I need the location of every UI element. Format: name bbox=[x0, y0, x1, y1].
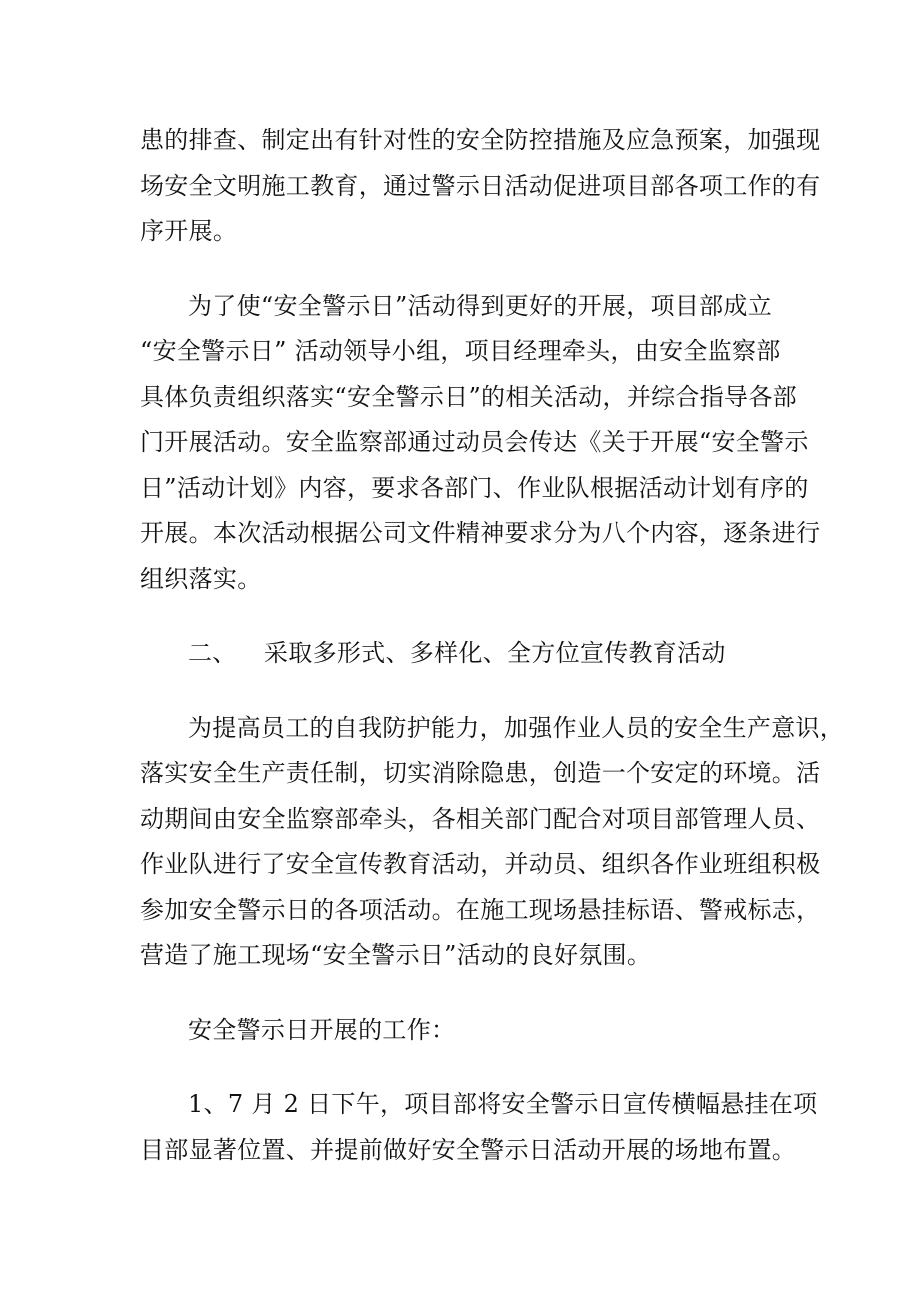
section-number: 二、 bbox=[188, 639, 237, 667]
text-line: “安全警示日” 活动领导小组，项目经理牵头，由安全监察部 bbox=[140, 337, 781, 365]
text-line: 作业队进行了安全宣传教育活动，并动员、组织各作业班组积极 bbox=[140, 850, 821, 878]
paragraph-item-1 bbox=[140, 1082, 818, 1173]
paragraph-work-intro bbox=[140, 1008, 780, 1054]
text-line: 门开展活动。安全监察部通过动员会传达《关于开展“安全警示 bbox=[140, 428, 809, 456]
text-line: 参加安全警示日的各项活动。在施工现场悬挂标语、警戒标志， bbox=[140, 895, 821, 924]
text-line: 安全警示日开展的工作： bbox=[188, 1015, 456, 1044]
text-line: 目部显著位置、并提前做好安全警示日活动开展的场地布置。 bbox=[140, 1135, 797, 1164]
text-line: 营造了施工现场“安全警示日”活动的良好氛围。 bbox=[140, 941, 652, 969]
text-line: 组织落实。 bbox=[140, 564, 262, 593]
paragraph-publicity bbox=[140, 706, 845, 979]
text-line: 为提高员工的自我防护能力，加强作业人员的安全生产意识， bbox=[188, 713, 845, 742]
text-line: 开展。本次活动根据公司文件精神要求分为八个内容，逐条进行 bbox=[140, 519, 821, 547]
text-line: 日”活动计划》内容，要求各部门、作业队根据活动计划有序的 bbox=[140, 473, 809, 502]
text-line: 为了使“安全警示日”活动得到更好的开展，项目部成立 bbox=[188, 291, 773, 320]
section-title: 采取多形式、多样化、全方位宣传教育活动 bbox=[264, 639, 726, 667]
text-line: 落实安全生产责任制，切实消除隐患，创造一个安定的环境。活 bbox=[140, 759, 821, 787]
document-body bbox=[140, 118, 845, 1173]
paragraph-leadership-group bbox=[140, 284, 821, 603]
text-line: 序开展。 bbox=[140, 217, 238, 245]
text-line: 动期间由安全监察部牵头，各相关部门配合对项目部管理人员、 bbox=[140, 804, 821, 833]
text-line: 患的排查、制定出有针对性的安全防控措施及应急预案，加强现 bbox=[140, 126, 821, 154]
text-line: 场安全文明施工教育，通过警示日活动促进项目部各项工作的有 bbox=[140, 171, 821, 200]
section-heading bbox=[140, 631, 780, 677]
text-line: 具体负责组织落实“安全警示日”的相关活动，并综合指导各部 bbox=[140, 382, 797, 411]
paragraph-continuation bbox=[140, 118, 821, 255]
text-line: 1、7 月 2 日下午，项目部将安全警示日宣传横幅悬挂在项 bbox=[188, 1090, 818, 1118]
